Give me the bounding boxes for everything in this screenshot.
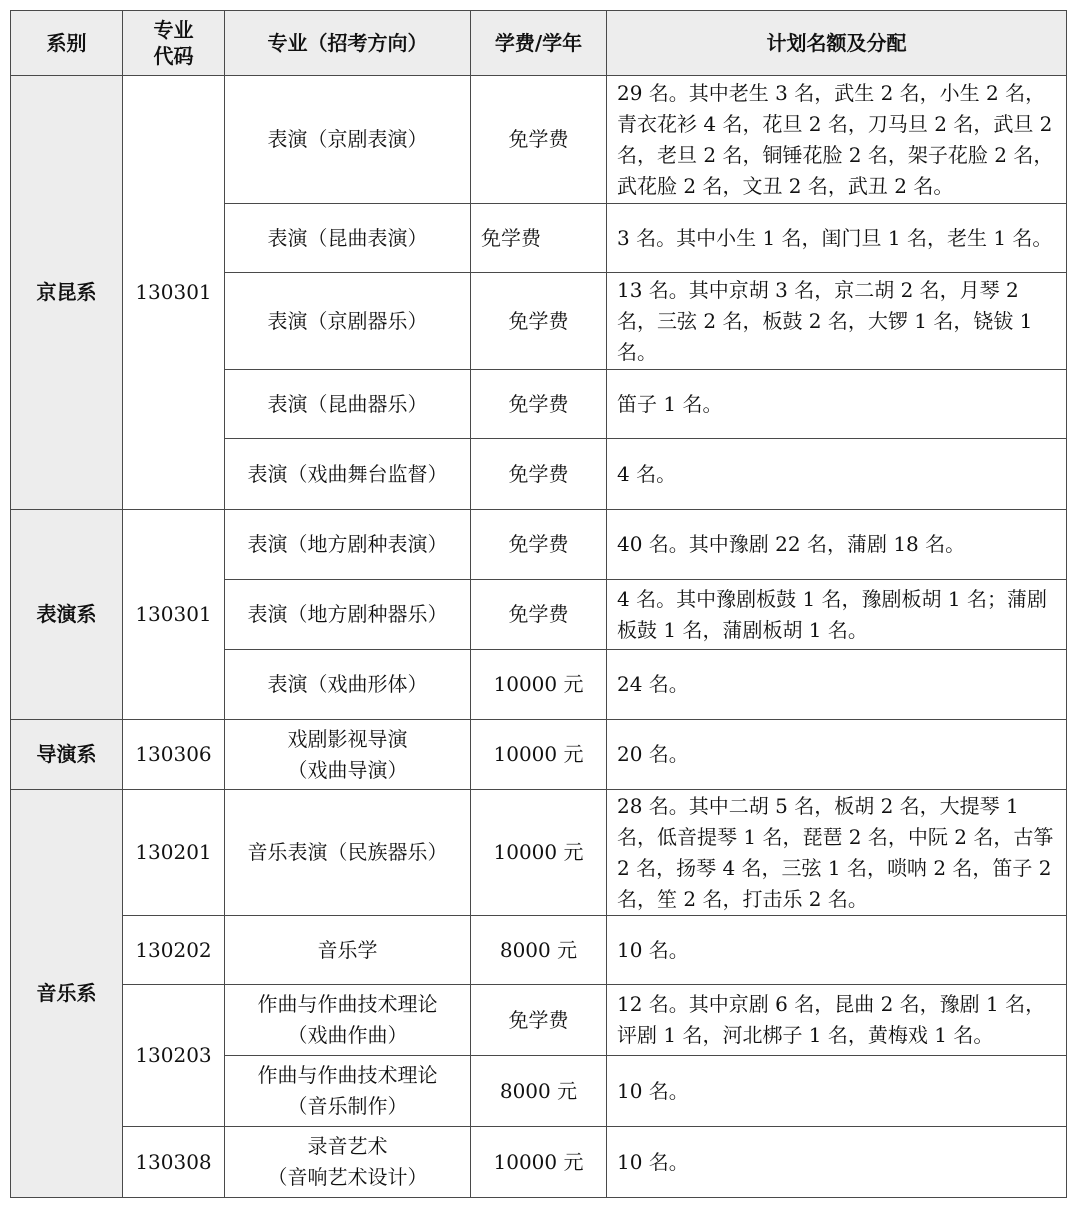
major-cell: 表演（戏曲形体） — [225, 650, 471, 720]
major-line2: （戏曲作曲） — [287, 1023, 408, 1047]
major-cell: 表演（昆曲表演） — [225, 204, 471, 273]
fee-cell: 8000 元 — [471, 1056, 607, 1127]
plan-cell: 4 名。其中豫剧板鼓 1 名，豫剧板胡 1 名；蒲剧板鼓 1 名，蒲剧板胡 1 名。 — [607, 580, 1067, 650]
plan-cell: 3 名。其中小生 1 名，闺门旦 1 名，老生 1 名。 — [607, 204, 1067, 273]
major-cell: 表演（地方剧种表演） — [225, 510, 471, 580]
header-code — [123, 11, 225, 76]
major-line1: 录音艺术 — [307, 1134, 388, 1158]
table-row — [11, 76, 1067, 204]
plan-cell: 28 名。其中二胡 5 名，板胡 2 名，大提琴 1 名，低音提琴 1 名，琵琶 2 名，中阮 2 名，古筝 2 名，扬琴 4 名，三弦 1 名，唢呐 2 名，笛子 2 名，笙 2 名，打击乐 2 名。 — [607, 790, 1067, 916]
table-header-row — [11, 11, 1067, 76]
code-cell: 130203 — [123, 985, 225, 1127]
header-plan: 计划名额及分配 — [607, 11, 1067, 76]
dept-cell: 导演系 — [11, 720, 123, 790]
table-row — [11, 510, 1067, 580]
plan-cell: 10 名。 — [607, 1127, 1067, 1198]
fee-cell: 免学费 — [471, 273, 607, 370]
major-cell: 表演（京剧表演） — [225, 76, 471, 204]
admissions-plan-sheet — [10, 10, 1066, 1198]
table-row — [11, 720, 1067, 790]
code-cell: 130301 — [123, 76, 225, 510]
plan-cell: 24 名。 — [607, 650, 1067, 720]
fee-cell: 免学费 — [471, 76, 607, 204]
major-cell: 表演（昆曲器乐） — [225, 370, 471, 439]
major-cell: 音乐学 — [225, 916, 471, 985]
plan-cell: 10 名。 — [607, 916, 1067, 985]
header-code-line2: 代码 — [153, 44, 194, 68]
fee-cell: 免学费 — [471, 439, 607, 510]
fee-cell: 免学费 — [471, 204, 607, 273]
fee-cell: 10000 元 — [471, 650, 607, 720]
plan-cell: 10 名。 — [607, 1056, 1067, 1127]
major-cell — [225, 1127, 471, 1198]
header-dept: 系别 — [11, 11, 123, 76]
fee-cell: 8000 元 — [471, 916, 607, 985]
code-cell: 130308 — [123, 1127, 225, 1198]
fee-cell: 10000 元 — [471, 720, 607, 790]
dept-cell: 京昆系 — [11, 76, 123, 510]
major-cell: 表演（戏曲舞台监督） — [225, 439, 471, 510]
fee-cell: 免学费 — [471, 580, 607, 650]
header-fee: 学费/学年 — [471, 11, 607, 76]
major-line1: 作曲与作曲技术理论 — [257, 1063, 438, 1087]
major-cell: 表演（京剧器乐） — [225, 273, 471, 370]
plan-cell: 4 名。 — [607, 439, 1067, 510]
code-cell: 130201 — [123, 790, 225, 916]
table-row — [11, 790, 1067, 916]
major-cell — [225, 720, 471, 790]
plan-cell: 40 名。其中豫剧 22 名，蒲剧 18 名。 — [607, 510, 1067, 580]
plan-cell: 笛子 1 名。 — [607, 370, 1067, 439]
code-cell: 130301 — [123, 510, 225, 720]
plan-cell: 29 名。其中老生 3 名，武生 2 名，小生 2 名，青衣花衫 4 名，花旦 2 名，刀马旦 2 名，武旦 2 名，老旦 2 名，铜锤花脸 2 名，架子花脸 2 名，武花脸 2 名，文丑 2 名，武丑 2 名。 — [607, 76, 1067, 204]
table-row — [11, 1127, 1067, 1198]
major-cell: 音乐表演（民族器乐） — [225, 790, 471, 916]
major-cell: 表演（地方剧种器乐） — [225, 580, 471, 650]
plan-cell: 13 名。其中京胡 3 名，京二胡 2 名，月琴 2 名，三弦 2 名，板鼓 2 名，大锣 1 名，铙钹 1 名。 — [607, 273, 1067, 370]
major-cell — [225, 1056, 471, 1127]
major-line2: （戏曲导演） — [287, 757, 408, 782]
header-major: 专业（招考方向） — [225, 11, 471, 76]
code-cell: 130202 — [123, 916, 225, 985]
code-cell: 130306 — [123, 720, 225, 790]
fee-cell: 10000 元 — [471, 1127, 607, 1198]
dept-cell: 音乐系 — [11, 790, 123, 1198]
major-line1: 戏剧影视导演 — [287, 726, 408, 751]
admissions-plan-table — [10, 10, 1067, 1198]
table-row — [11, 916, 1067, 985]
plan-cell: 20 名。 — [607, 720, 1067, 790]
fee-cell: 免学费 — [471, 510, 607, 580]
fee-cell: 10000 元 — [471, 790, 607, 916]
plan-cell: 12 名。其中京剧 6 名，昆曲 2 名，豫剧 1 名，评剧 1 名，河北梆子 1 名，黄梅戏 1 名。 — [607, 985, 1067, 1056]
fee-cell: 免学费 — [471, 985, 607, 1056]
header-code-line1: 专业 — [153, 18, 194, 42]
major-cell — [225, 985, 471, 1056]
major-line1: 作曲与作曲技术理论 — [257, 992, 438, 1016]
major-line2: （音乐制作） — [287, 1094, 408, 1118]
table-row — [11, 985, 1067, 1056]
major-line2: （音响艺术设计） — [267, 1165, 428, 1189]
dept-cell: 表演系 — [11, 510, 123, 720]
fee-cell: 免学费 — [471, 370, 607, 439]
